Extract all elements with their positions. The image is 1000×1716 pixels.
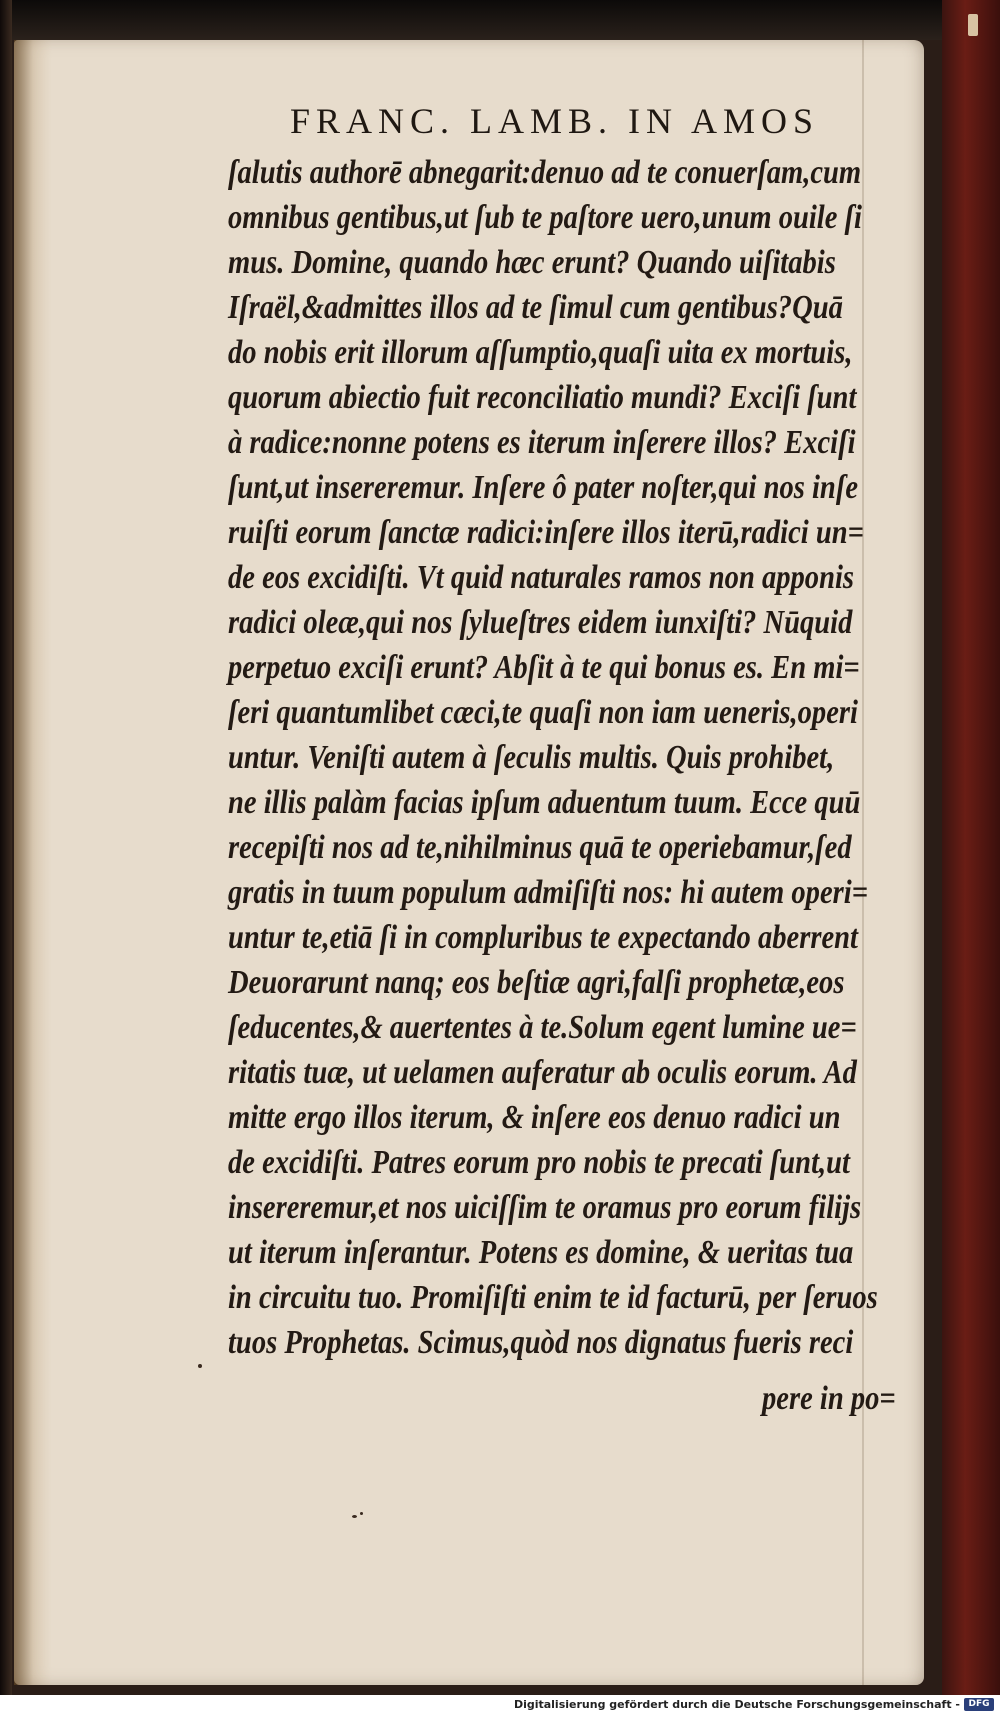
binding-left-edge xyxy=(0,0,12,1695)
binding-top-edge xyxy=(0,0,1000,40)
cover-mark xyxy=(968,14,978,36)
text-line: de excidiſti. Patres eorum pro nobis te precati ſunt,ut xyxy=(228,1144,850,1181)
text-line: gratis in tuum populum admiſiſti nos: hi autem operi= xyxy=(228,874,868,911)
text-line: ne illis palàm facias ipſum aduentum tuum. Ecce quū xyxy=(228,784,861,821)
text-line: de eos excidiſti. Vt quid naturales ramos non apponis xyxy=(228,559,855,596)
text-line: ut iterum inſerantur. Potens es domine, & ueritas tua xyxy=(228,1234,854,1271)
text-line: ruiſti eorum ſanctæ radici:inſere illos iterū,radici un= xyxy=(228,514,864,551)
text-line: radici oleæ,qui nos ſylueſtres eidem iunxiſti? Nūquid xyxy=(228,604,853,641)
text-line: tuos Prophetas. Scimus,quòd nos dignatus fueris reci xyxy=(228,1324,854,1361)
text-line: à radice:nonne potens es iterum inſerere illos? Exciſi xyxy=(228,424,856,461)
text-line: insereremur,et nos uiciſſim te oramus pro eorum filijs xyxy=(228,1189,862,1226)
catchword: pere in po= xyxy=(762,1380,896,1417)
text-line: ſeri quantumlibet cæci,te quaſi non iam ueneris,operi xyxy=(228,694,858,731)
page-gutter-shadow xyxy=(14,40,52,1685)
text-line: mitte ergo illos iterum, & inſere eos denuo radici un xyxy=(228,1099,841,1136)
text-line: untur. Veniſti autem à ſeculis multis. Quis prohibet, xyxy=(228,739,835,776)
text-line: perpetuo exciſi erunt? Abſit à te qui bonus es. En mi= xyxy=(228,649,860,686)
text-line: ritatis tuæ, ut uelamen auferatur ab oculis eorum. Ad xyxy=(228,1054,857,1091)
text-line: ſunt,ut insereremur. Inſere ô pater noſter,qui nos inſe xyxy=(228,469,859,506)
body-text xyxy=(228,150,928,1365)
cover-edge xyxy=(942,0,1000,1695)
text-line: mus. Domine, quando hæc erunt? Quando uiſitabis xyxy=(228,244,836,281)
ink-speck xyxy=(352,1515,357,1518)
text-line: untur te,etiā ſi in compluribus te expectando aberrent xyxy=(228,919,858,956)
funding-credit: Digitalisierung gefördert durch die Deutsche Forschungsgemeinschaft - xyxy=(513,1698,960,1711)
text-line: ſeducentes,& auertentes à te.Solum egent lumine ue= xyxy=(228,1009,857,1046)
text-line: ſalutis authorē abnegarit:denuo ad te conuerſam,cum xyxy=(228,154,862,191)
text-line: recepiſti nos ad te,nihilminus quā te operiebamur,ſed xyxy=(228,829,852,866)
dfg-logo: DFG xyxy=(964,1698,994,1711)
ink-speck xyxy=(360,1512,363,1515)
text-line: Iſraël,&admittes illos ad te ſimul cum gentibus?Quā xyxy=(228,289,843,326)
running-head: FRANC. LAMB. IN AMOS xyxy=(290,101,820,141)
text-line: Deuorarunt nanq; eos beſtiæ agri,falſi prophetæ,eos xyxy=(228,964,845,1001)
text-line: in circuitu tuo. Promiſiſti enim te id facturū, per ſeruos xyxy=(228,1279,878,1316)
text-line: do nobis erit illorum aſſumptio,quaſi uita ex mortuis, xyxy=(228,334,853,371)
text-line: omnibus gentibus,ut ſub te paſtore uero,unum ouile ſi xyxy=(228,199,863,236)
text-line: quorum abiectio fuit reconciliatio mundi? Exciſi ſunt xyxy=(228,379,857,416)
ink-speck xyxy=(198,1364,202,1368)
